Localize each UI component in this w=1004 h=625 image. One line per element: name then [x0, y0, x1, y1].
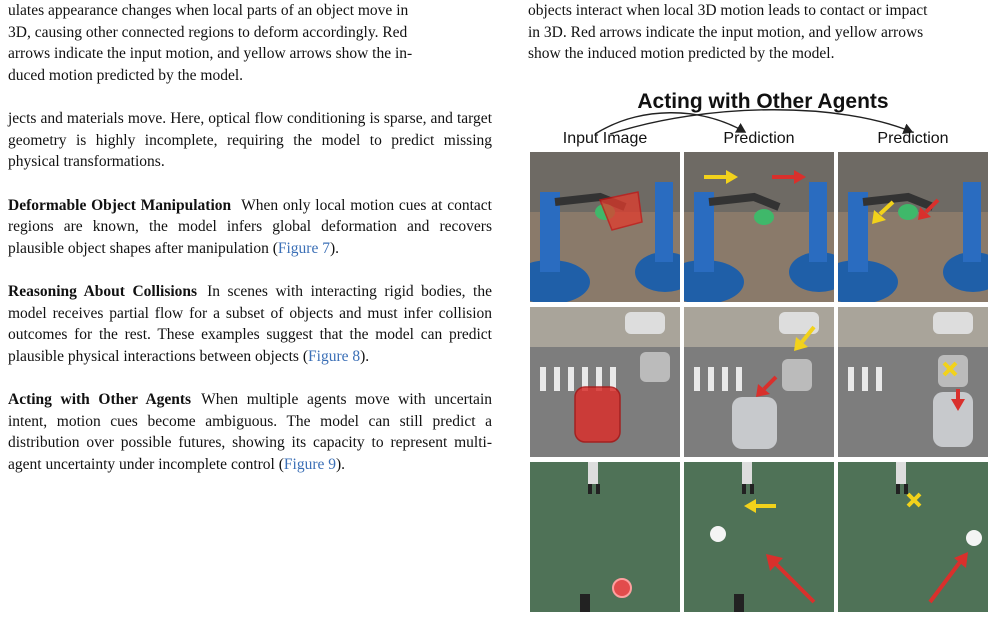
right-caption-line: objects interact when local 3D motion leads to contact or impact: [528, 2, 928, 19]
section-deformable: [8, 195, 492, 260]
left-caption-line: duced motion predicted by the model.: [8, 66, 244, 84]
column-header-input: Input Image: [562, 130, 648, 147]
street-input-image: [530, 307, 680, 457]
right-column: [528, 0, 998, 65]
intro-paragraph: jects and materials move. Here, optical flow conditioning is sparse, and target geometry is highly incomplete, requiring the model to predict missing physical transformations.: [8, 110, 492, 170]
figure-link[interactable]: Figure 8: [308, 347, 361, 365]
left-caption-line: 3D, causing other connected regions to deform accordingly. Red: [8, 23, 408, 41]
robot-prediction-2: [838, 152, 988, 302]
section-collisions: [8, 281, 492, 367]
section-tail: ).: [335, 455, 346, 473]
street-prediction-2: [838, 307, 988, 457]
section-body: In scenes with interacting rigid bodies, the model receives partial flow for a subset of objects and must infer collision outcomes for the rest. These examples suggest that the model can predict plausible physical interactions between objects (: [8, 283, 492, 365]
soccer-input-image: [530, 462, 680, 612]
section-body: When only local motion cues at contact regions are known, the model infers global deformation and recovers plausible object shapes after manipulation (: [8, 196, 492, 257]
street-prediction-1: [684, 307, 834, 457]
left-caption-line: ulates appearance changes when local parts of an object move in: [8, 2, 409, 19]
left-caption-line: arrows indicate the input motion, and yellow arrows show the in-: [8, 45, 413, 62]
left-caption: [8, 0, 492, 86]
section-agents: [8, 389, 492, 475]
section-tail: ).: [329, 239, 340, 257]
right-caption-line: in 3D. Red arrows indicate the input motion, and yellow arrows: [528, 23, 924, 41]
figure-link[interactable]: Figure 7: [277, 239, 330, 257]
section-tail: ).: [360, 347, 370, 365]
soccer-prediction-2: [838, 462, 988, 612]
column-header-prediction: Prediction: [723, 130, 795, 147]
right-caption-line: show the induced motion predicted by the model.: [528, 45, 835, 62]
figure-link[interactable]: Figure 9: [283, 455, 336, 473]
section-heading: Reasoning About Collisions: [8, 283, 198, 300]
soccer-prediction-1: [684, 462, 834, 612]
figure-title: Acting with Other Agents: [637, 90, 889, 113]
robot-input-image: [530, 152, 680, 302]
column-header-prediction: Prediction: [877, 130, 949, 147]
robot-prediction-1: [684, 152, 834, 302]
section-body: When multiple agents move with uncertain intent, motion cues become ambiguous. The model can still predict a distribution over possible futures, showing its capacity to represent multi-agent uncertainty under incomplete control (: [8, 391, 492, 473]
section-heading: Acting with Other Agents: [8, 391, 192, 408]
left-column: [8, 0, 492, 475]
right-caption: [528, 0, 998, 65]
section-heading: Deformable Object Manipulation: [8, 196, 232, 214]
